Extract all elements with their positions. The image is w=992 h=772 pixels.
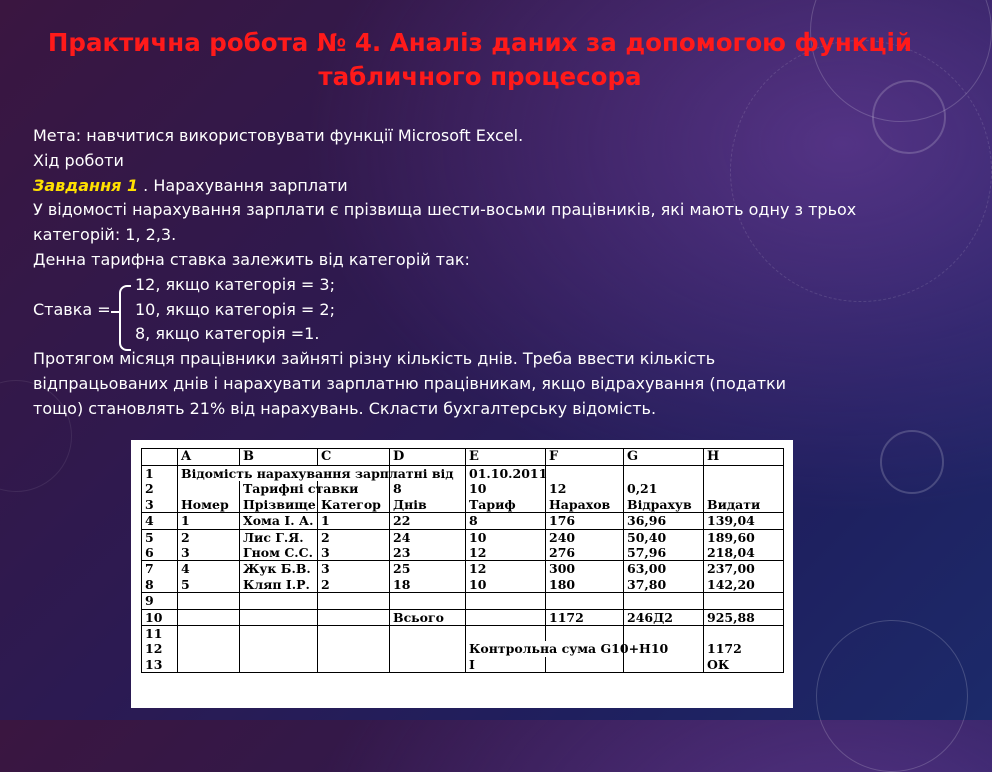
table-cell: 57,96 [624,545,704,561]
row-number: 2 [142,481,178,496]
table-cell: 2 [318,529,390,545]
row-number: 7 [142,561,178,577]
decorative-ring [880,430,944,494]
row-number: 5 [142,529,178,545]
paragraph-line: тощо) становлять 21% від нарахувань. Скласти бухгалтерську відомість. [33,398,657,418]
table-cell: 4 [178,561,240,577]
task-line [33,174,933,199]
table-row [142,625,784,641]
table-cell: 8 [466,513,546,529]
row-number: 1 [142,466,178,482]
rate-option-row [33,322,933,347]
table-cell: 0,21 [624,481,704,496]
table-row [142,497,784,513]
table-cell: Номер [178,497,240,513]
table-cell [318,625,390,641]
table-cell: 142,20 [704,577,784,593]
table-cell [390,657,466,673]
row-number: 11 [142,625,178,641]
table-cell: 22 [390,513,466,529]
table-cell [704,625,784,641]
column-header: G [624,449,704,466]
table-cell: 246Д2 [624,609,704,625]
row-number: 9 [142,593,178,609]
table-cell: 2 [178,529,240,545]
column-header [142,449,178,466]
table-cell [624,593,704,609]
table-cell [178,593,240,609]
row-number: 6 [142,545,178,561]
table-cell [178,609,240,625]
table-cell: 12 [466,561,546,577]
table-cell: 01.10.2011 [466,466,546,482]
goal-line: Мета: навчитися використовувати функції Microsoft Excel. [33,126,524,145]
table-cell [240,625,318,641]
task-label: Завдання 1 [33,175,139,195]
table-cell [704,481,784,496]
table-row [142,641,784,656]
column-header: F [546,449,624,466]
slide-body [33,124,933,422]
table-cell: Прізвище [240,497,318,513]
table-cell [178,625,240,641]
table-cell [546,625,624,641]
table-cell: 63,00 [624,561,704,577]
table-cell: 276 [546,545,624,561]
row-number: 3 [142,497,178,513]
table-cell [466,593,546,609]
paragraph-line: категорій: 1, 2,3. [33,225,177,245]
table-cell: 176 [546,513,624,529]
table-cell: Жук Б.В. [240,561,318,577]
table-row [142,481,784,496]
table-cell: 237,00 [704,561,784,577]
table-cell: 12 [466,545,546,561]
spreadsheet-table [141,448,784,673]
table-cell: 3 [318,561,390,577]
column-header: C [318,449,390,466]
table-cell: 1172 [704,641,784,656]
spreadsheet-image [131,440,793,708]
table-cell: 139,04 [704,513,784,529]
paragraph-line: Протягом місяця працівники зайняті різну кількість днів. Треба ввести кількість [33,349,716,369]
table-cell: 10 [466,481,546,496]
table-cell [178,641,240,656]
table-cell: ОК [704,657,784,673]
table-cell [318,593,390,609]
table-cell: Відрахув [624,497,704,513]
table-row [142,577,784,593]
table-cell [546,593,624,609]
table-cell: 10 [466,577,546,593]
table-cell: 8 [390,481,466,496]
table-cell [390,593,466,609]
table-cell: 925,88 [704,609,784,625]
table-cell: 1 [318,513,390,529]
table-cell: Всього [390,609,466,625]
table-cell: 5 [178,577,240,593]
table-row [142,593,784,609]
table-cell [704,593,784,609]
table-row [142,513,784,529]
column-header: E [466,449,546,466]
table-cell: 240 [546,529,624,545]
table-cell [466,641,669,657]
table-cell: Тарифні ставки [240,481,318,496]
table-cell [240,641,318,656]
table-cell [318,641,390,656]
row-number: 13 [142,657,178,673]
table-cell: 23 [390,545,466,561]
table-cell: 25 [390,561,466,577]
table-cell [240,593,318,609]
table-row [142,561,784,577]
table-row [142,609,784,625]
table-row [142,466,784,482]
table-cell: 10 [466,529,546,545]
row-number: 12 [142,641,178,656]
cell-text: Контрольна сума G10+H10 [469,641,669,657]
table-cell: 36,96 [624,513,704,529]
table-cell: Хома І. А. [240,513,318,529]
table-cell: 218,04 [704,545,784,561]
rate-option: 12, якщо категорія = 3; [135,274,335,294]
table-cell [546,466,624,482]
rate-option: 10, якщо категорія = 2; [135,299,335,319]
paragraph-line: відпрацьованих днів і нарахувати зарплатню працівникам, якщо відрахування (податки [33,373,787,393]
table-cell: І [466,657,546,673]
table-cell: Категор [318,497,390,513]
slide-title: Практична робота № 4. Аналіз даних за допомогою функцій табличного процесора [47,28,913,91]
table-cell [178,466,454,482]
column-header: B [240,449,318,466]
table-cell: 50,40 [624,529,704,545]
table-cell: 1172 [546,609,624,625]
paragraph-line: У відомості нарахування зарплати є прізвища шести-восьми працівників, які мають одну з трьох [33,200,857,220]
table-cell: 12 [546,481,624,496]
table-cell: Нарахов [546,497,624,513]
table-cell: 3 [318,545,390,561]
table-cell [546,657,624,673]
table-row [142,545,784,561]
table-cell [318,609,390,625]
table-cell: 3 [178,545,240,561]
table-cell [178,481,240,496]
table-cell [240,609,318,625]
table-cell: 180 [546,577,624,593]
table-cell: Кляп І.Р. [240,577,318,593]
cell-text: Відомість нарахування зарплатні від [181,466,454,481]
table-cell [390,625,466,641]
rate-label: Ставка = [33,299,111,319]
table-cell [466,609,546,625]
table-cell [240,657,318,673]
rate-option: 8, якщо категорія =1. [135,324,320,344]
table-cell [624,466,704,482]
column-header: H [704,449,784,466]
table-cell [318,657,390,673]
table-cell: Видати [704,497,784,513]
table-row [142,657,784,673]
rate-option-row [33,273,933,298]
task-title: . Нарахування зарплати [138,175,348,195]
table-cell [624,625,704,641]
rate-option-row [33,298,933,323]
table-cell: Тариф [466,497,546,513]
row-number: 8 [142,577,178,593]
table-cell: 2 [318,577,390,593]
table-cell: Гном С.С. [240,545,318,561]
table-cell [624,657,704,673]
column-header: A [178,449,240,466]
table-cell: 1 [178,513,240,529]
row-number: 4 [142,513,178,529]
row-number: 10 [142,609,178,625]
table-cell [704,466,784,482]
table-cell: 189,60 [704,529,784,545]
table-cell: Лис Г.Я. [240,529,318,545]
table-cell: Днів [390,497,466,513]
table-cell [466,625,546,641]
decorative-ring [816,620,968,772]
table-cell: 300 [546,561,624,577]
column-header-row [142,449,784,466]
table-cell: 24 [390,529,466,545]
paragraph-line: Денна тарифна ставка залежить від категорій так: [33,249,470,269]
column-header: D [390,449,466,466]
table-cell: 18 [390,577,466,593]
table-cell [178,657,240,673]
table-cell: 37,80 [624,577,704,593]
table-row [142,529,784,545]
table-cell [390,641,466,656]
progress-line: Хід роботи [33,150,124,170]
